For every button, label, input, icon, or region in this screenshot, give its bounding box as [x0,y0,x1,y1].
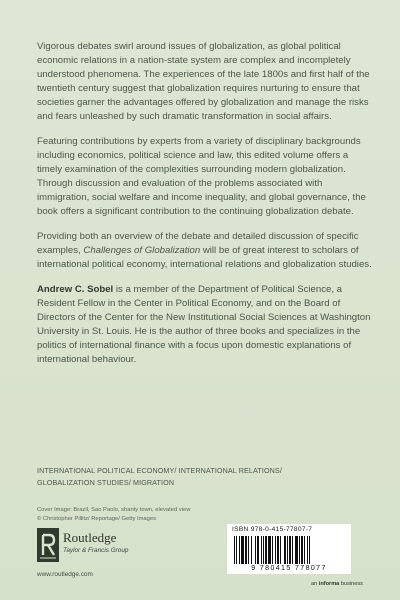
author-bio [37,283,375,367]
barcode-bar [241,536,244,564]
subject-line: INTERNATIONAL POLITICAL ECONOMY/ INTERNATIONAL RELATIONS/ [37,466,282,475]
barcode-bar [299,536,300,564]
informa-prefix: an [311,581,319,587]
barcode-graphic [234,536,346,564]
barcode-bar [309,536,310,564]
routledge-r-icon [37,528,59,562]
blurb-text: will be of great interest to scholars of international political economy, international relations and globalization studies. [37,245,372,270]
cover-image-credits [37,506,297,523]
barcode-bar [295,536,298,564]
barcode-bar [280,536,281,564]
barcode-bar [304,536,305,564]
publisher-website: www.routledge.com [37,571,93,578]
barcode-bar [284,536,286,564]
subject-line: GLOBALIZATION STUDIES/ MIGRATION [37,478,175,487]
barcode-bar [268,536,271,564]
barcode-bar [275,536,276,564]
blurb-paragraph-1: Vigorous debates swirl around issues of globalization, as global political economic relations in a nation-state system are complex and incompletely understood phenomena. The experiences of the late 1800s and first half of the twentieth century suggest that globalization requires nurturing to ensure that societies garner the advantages offered by globalization and manage the risks and fears unleashed by such dramatic transformation in social affairs. [37,41,370,122]
barcode-bar [263,536,264,564]
barcode-bar [301,536,303,564]
informa-brand: informa [318,581,340,587]
barcode-bar [265,536,267,564]
credit-line: Cover Image: Brazil, Sao Paolo, shanty town, elevated view [37,507,191,513]
publisher-name: Routledge [63,530,117,545]
book-title: Challenges of Globalization [83,245,201,256]
blurb-paragraph-3 [37,230,375,272]
barcode-bar [257,536,259,564]
barcode-bar [307,536,308,564]
barcode-bar [277,536,279,564]
barcode-bar [245,536,247,564]
routledge-logo [37,528,197,564]
informa-suffix: business [339,581,363,587]
barcode-bar [289,536,291,564]
barcode-bar [287,536,288,564]
blurb-paragraph-2: Featuring contributions by experts from a variety of disciplinary backgrounds including economics, political science and law, this edited volume offers a timely examination of the complexities surrounding modern globalization. Through discussion and evaluation of the problems associated with immigration, social welfare and income inequality, and global governance, the book offers a significant contribution to the continuing globalization debate. [37,136,366,217]
barcode-bar [292,536,293,564]
informa-business-tag [311,581,363,587]
barcode-bar [239,536,240,564]
publisher-group: Taylor & Francis Group [63,547,129,554]
barcode-number: 9 780415 778077 [251,565,327,572]
blurb [37,40,375,378]
credit-line: © Christopher Pillitz/ Reportage/ Getty Images [37,515,156,522]
barcode-bar [248,536,249,564]
author-name: Andrew C. Sobel [37,284,114,295]
isbn: ISBN 978-0-415-77807-7 [232,526,313,533]
barcode-bar [251,536,252,564]
subject-categories [37,465,337,489]
barcode-bar [261,536,262,564]
barcode-bar [272,536,273,564]
barcode-bar [234,536,235,564]
barcode-bar [255,536,256,564]
blurb-text: Providing both an overview of the debate and detailed discussion of specific examples, [37,231,359,256]
barcode-bar [236,536,237,564]
author-bio-text: is a member of the Department of Political Science, a Resident Fellow in the Center in Political Economy, and on the Board of Directors of the Center for the New Institutional Social Sciences at Washington University in St. Louis. He is the author of three books and specializes in the politics of international finance with a focus upon domestic explanations of international behaviour. [37,284,371,365]
